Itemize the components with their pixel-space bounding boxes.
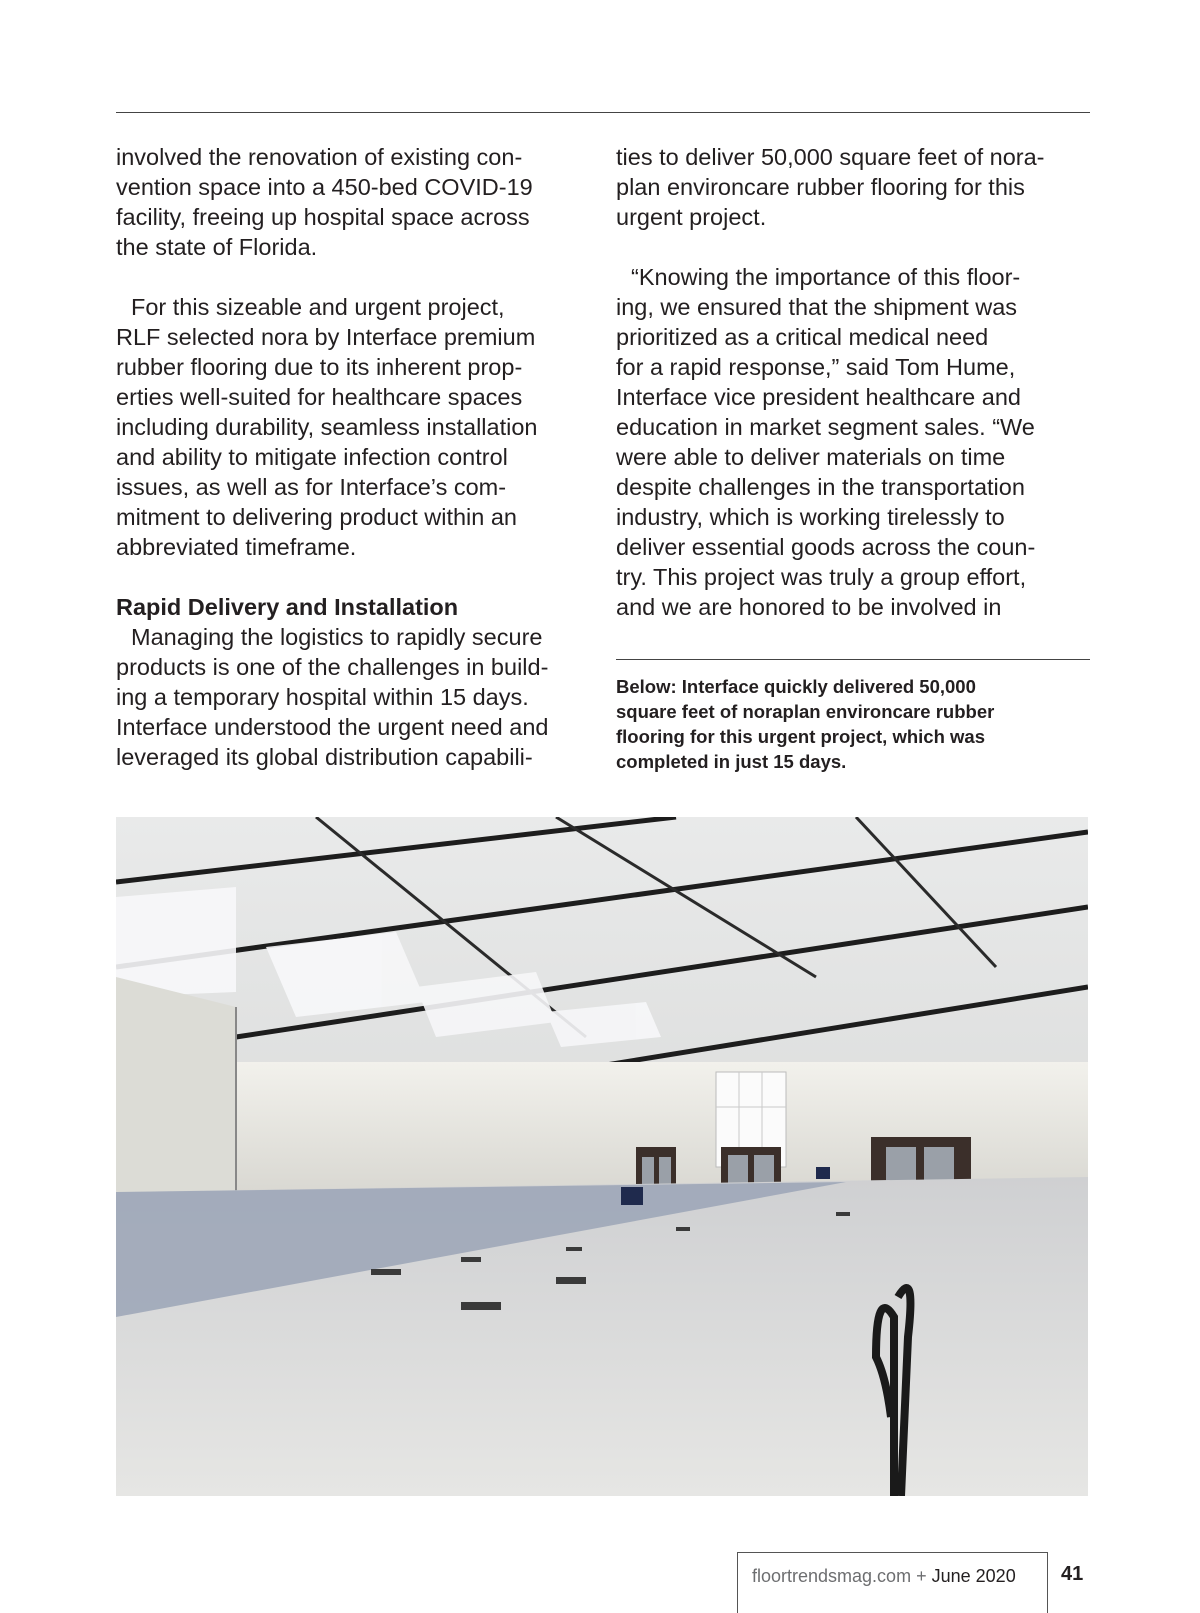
text-line: leveraged its global distribution capabili- bbox=[116, 744, 533, 770]
text-line: Interface understood the urgent need and bbox=[116, 714, 549, 740]
text-line: try. This project was truly a group effort, bbox=[616, 564, 1027, 590]
text-line: education in market segment sales. “We bbox=[616, 414, 1035, 440]
text-line: deliver essential goods across the coun- bbox=[616, 534, 1036, 560]
photo-illustration bbox=[116, 817, 1088, 1496]
right-column bbox=[616, 142, 1096, 622]
text-line: and ability to mitigate infection control bbox=[116, 444, 508, 470]
text-line: ing, we ensured that the shipment was bbox=[616, 294, 1018, 320]
issue-date: June 2020 bbox=[931, 1566, 1016, 1586]
top-rule bbox=[116, 112, 1090, 113]
text-line: vention space into a 450-bed COVID-19 bbox=[116, 174, 533, 200]
convention-hall-photo bbox=[116, 817, 1088, 1496]
text-line: Managing the logistics to rapidly secure bbox=[131, 624, 543, 650]
footer-text bbox=[752, 1566, 1016, 1587]
text-line: despite challenges in the transportation bbox=[616, 474, 1025, 500]
text-line: prioritized as a critical medical need bbox=[616, 324, 989, 350]
photo-caption bbox=[616, 674, 1090, 774]
text-line: products is one of the challenges in build- bbox=[116, 654, 549, 680]
text-line: were able to deliver materials on time bbox=[616, 444, 1006, 470]
text-line: and we are honored to be involved in bbox=[616, 594, 1002, 620]
text-line: the state of Florida. bbox=[116, 234, 318, 260]
text-line: issues, as well as for Interface’s com- bbox=[116, 474, 507, 500]
section-heading: Rapid Delivery and Installation bbox=[116, 594, 459, 620]
text-line: ing a temporary hospital within 15 days. bbox=[116, 684, 529, 710]
page-number: 41 bbox=[1061, 1563, 1084, 1585]
text-line: erties well-suited for healthcare spaces bbox=[116, 384, 523, 410]
caption-line: Below: Interface quickly delivered 50,000 bbox=[616, 676, 976, 697]
text-line: mitment to delivering product within an bbox=[116, 504, 518, 530]
text-line: “Knowing the importance of this floor- bbox=[631, 264, 1021, 290]
text-line: plan environcare rubber flooring for this bbox=[616, 174, 1025, 200]
body-paragraph bbox=[116, 292, 596, 562]
text-line: industry, which is working tirelessly to bbox=[616, 504, 1005, 530]
body-paragraph bbox=[116, 142, 596, 262]
body-paragraph bbox=[616, 262, 1096, 622]
caption-rule bbox=[616, 659, 1090, 660]
body-paragraph bbox=[116, 622, 596, 772]
caption-line: completed in just 15 days. bbox=[616, 751, 847, 772]
caption-line: flooring for this urgent project, which was bbox=[616, 726, 985, 747]
footer-separator: + bbox=[916, 1566, 927, 1586]
text-line: Interface vice president healthcare and bbox=[616, 384, 1021, 410]
caption-line: square feet of noraplan environcare rubber bbox=[616, 701, 995, 722]
text-line: for a rapid response,” said Tom Hume, bbox=[616, 354, 1016, 380]
text-line: involved the renovation of existing con- bbox=[116, 144, 523, 170]
text-line: urgent project. bbox=[616, 204, 767, 230]
text-line: abbreviated timeframe. bbox=[116, 534, 357, 560]
text-line: including durability, seamless installation bbox=[116, 414, 538, 440]
text-line: RLF selected nora by Interface premium bbox=[116, 324, 536, 350]
text-line: facility, freeing up hospital space across bbox=[116, 204, 530, 230]
text-line: rubber flooring due to its inherent prop- bbox=[116, 354, 523, 380]
site-link[interactable]: floortrendsmag.com bbox=[752, 1566, 912, 1586]
text-line: ties to deliver 50,000 square feet of nora- bbox=[616, 144, 1045, 170]
body-paragraph bbox=[616, 142, 1096, 232]
text-line: For this sizeable and urgent project, bbox=[131, 294, 505, 320]
left-column bbox=[116, 142, 596, 772]
